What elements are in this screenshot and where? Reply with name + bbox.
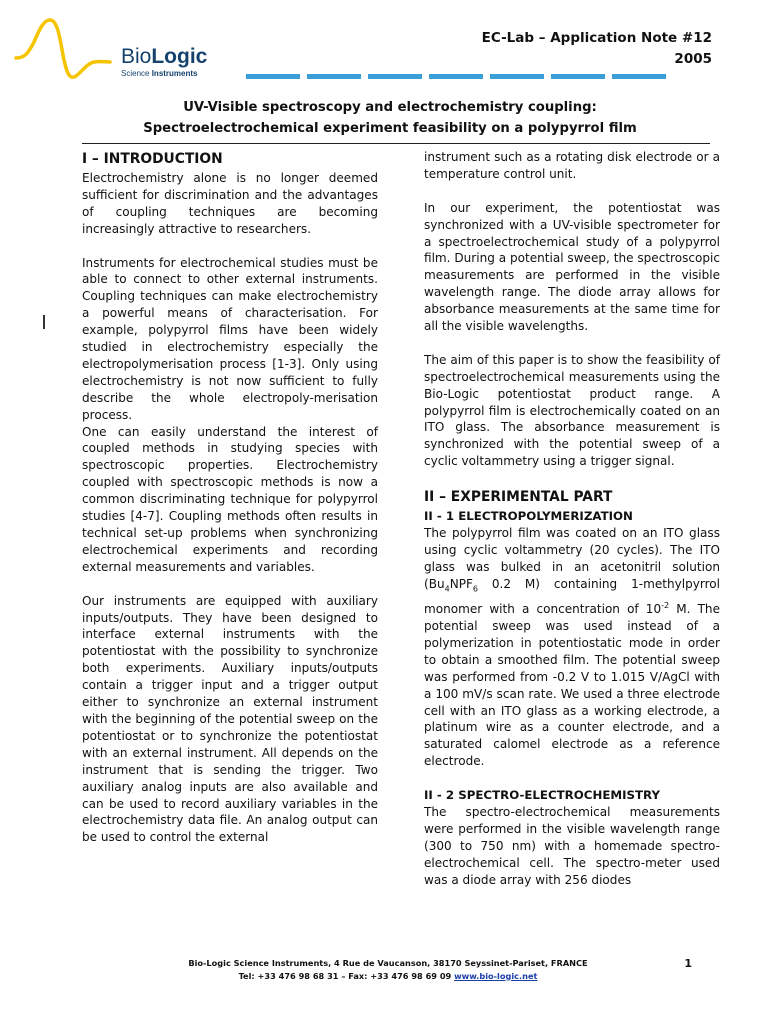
right-column <box>424 149 720 889</box>
experimental-heading: II – EXPERIMENTAL PART <box>424 489 613 506</box>
left-column <box>82 149 378 846</box>
footer-contact: Tel: +33 476 98 68 31 – Fax: +33 476 98 69 09 www.bio-logic.net <box>238 970 538 981</box>
paragraph: The aim of this paper is to show the feasibility of spectroelectrochemical measurements using the Bio-Logic potentiostat product range. A polypyrrol film is electrochemically coated on an ITO glass. The absorbance measurement is synchronized with the potential sweep of a cyclic voltammetry using a trigger signal. <box>424 352 720 469</box>
logo-wordmark: BioLogic <box>121 45 208 68</box>
title-line-2: Spectroelectrochemical experiment feasibility on a polypyrrol film <box>143 121 637 136</box>
decor-bar <box>429 74 483 79</box>
logo-subtitle: Science Instruments <box>121 69 198 78</box>
note-year: 2005 <box>674 51 712 67</box>
footer-address: Bio-Logic Science Instruments, 4 Rue de Vaucanson, 38170 Seyssinet-Pariset, FRANCE <box>188 958 588 968</box>
note-number: EC-Lab – Application Note #12 <box>481 30 712 46</box>
footer <box>100 957 676 982</box>
decor-bar <box>612 74 666 79</box>
decor-bar <box>551 74 605 79</box>
paragraph: Our instruments are equipped with auxiliary inputs/outputs. They have been designed to interface external instruments with the potentiostat with the possibility to synchronize both experiments. Auxiliary inputs/outputs contain a trigger input and a trigger output either to synchronize an external instrument with the beginning of the potential sweep on the potentiostat or to synchronize the potentiostat with an external instrument. All depends on the instrument that is sending the trigger. Two auxiliary analog inputs are also available and can be used to record auxiliary variables in the electrochemistry data file. An analog output can be used to control the external <box>82 593 378 845</box>
paragraph: instrument such as a rotating disk electrode or a temperature control unit. <box>424 150 720 181</box>
electropolymerization-subheading: II - 1 ELECTROPOLYMERIZATION <box>424 509 633 524</box>
decor-bar <box>307 74 361 79</box>
decor-bar <box>490 74 544 79</box>
paragraph: Electrochemistry alone is no longer deemed sufficient for discrimination and the advantages of coupling techniques are becoming increasingly attractive to researchers. <box>82 171 378 236</box>
title-divider <box>82 143 710 144</box>
biologic-logo <box>14 14 208 84</box>
title-line-1: UV-Visible spectroscopy and electrochemistry coupling: <box>183 100 597 115</box>
paragraph: Instruments for electrochemical studies must be able to connect to other external instruments. Coupling techniques can make electrochemistry a powerful means of characterisation. For example, polypyrrol films have been widely studied in electrochemistry especially the electropolymerisation process [1-3]. Only using electrochemistry is not now sufficient to fully describe the whole electropoly-merisation process. <box>82 255 378 422</box>
paragraph: One can easily understand the interest of coupled methods in studying species with spectroscopic properties. Electrochemistry coupled with spectroscopic methods is now a common discriminating technique for polypyrrol studies [4-7]. Coupling methods often results in technical set-up problems when synchronizing electrochemical experiments and recording external measurements and variables. <box>82 424 378 574</box>
introduction-heading: I – INTRODUCTION <box>82 151 223 167</box>
decor-bar <box>368 74 422 79</box>
paragraph: The polypyrrol film was coated on an ITO glass using cyclic voltammetry (20 cycles). The ITO glass was bulked in an acetonitril solution ($Bu_4NPF_6$ 0.2 M) containing 1-methylpyrrol monomer with a concentration of $10^{-2}$ M. The potential sweep was used instead of a polymerization in potentiostatic mode in order to obtain a smoothed film. The potential sweep was performed from -0.2 V to 1.015 V/AgCl with a 100 mV/s scan rate. We used a three electrode cell with an ITO glass as a working electrode, a platinum wire as a counter electrode, and a saturated calomel electrode as a reference electrode. <box>424 526 720 769</box>
page-number: 1 <box>684 957 692 970</box>
spectro-electrochemistry-subheading: II - 2 SPECTRO-ELECTROCHEMISTRY <box>424 788 661 803</box>
margin-mark <box>43 315 45 329</box>
paragraph: In our experiment, the potentiostat was synchronized with a UV-visible spectrometer for a spectroelectrochemical study of a polypyrrol film. During a potential sweep, the spectroscopic measurements are performed in the visible wavelength range. The diode array allows for absorbance measurements at the same time for all the visible wavelengths. <box>424 200 720 334</box>
website-link[interactable]: www.bio-logic.net <box>454 970 538 981</box>
document-title <box>70 97 710 139</box>
application-note-title <box>482 28 712 70</box>
paragraph: The spectro-electrochemical measurements were performed in the visible wavelength range (300 to 750 nm) with a homemade spectro-electrochemical cell. The spectro-meter used was a diode array with 256 diodes <box>424 805 720 887</box>
header-decor-bars <box>246 74 666 79</box>
decor-bar <box>246 74 300 79</box>
